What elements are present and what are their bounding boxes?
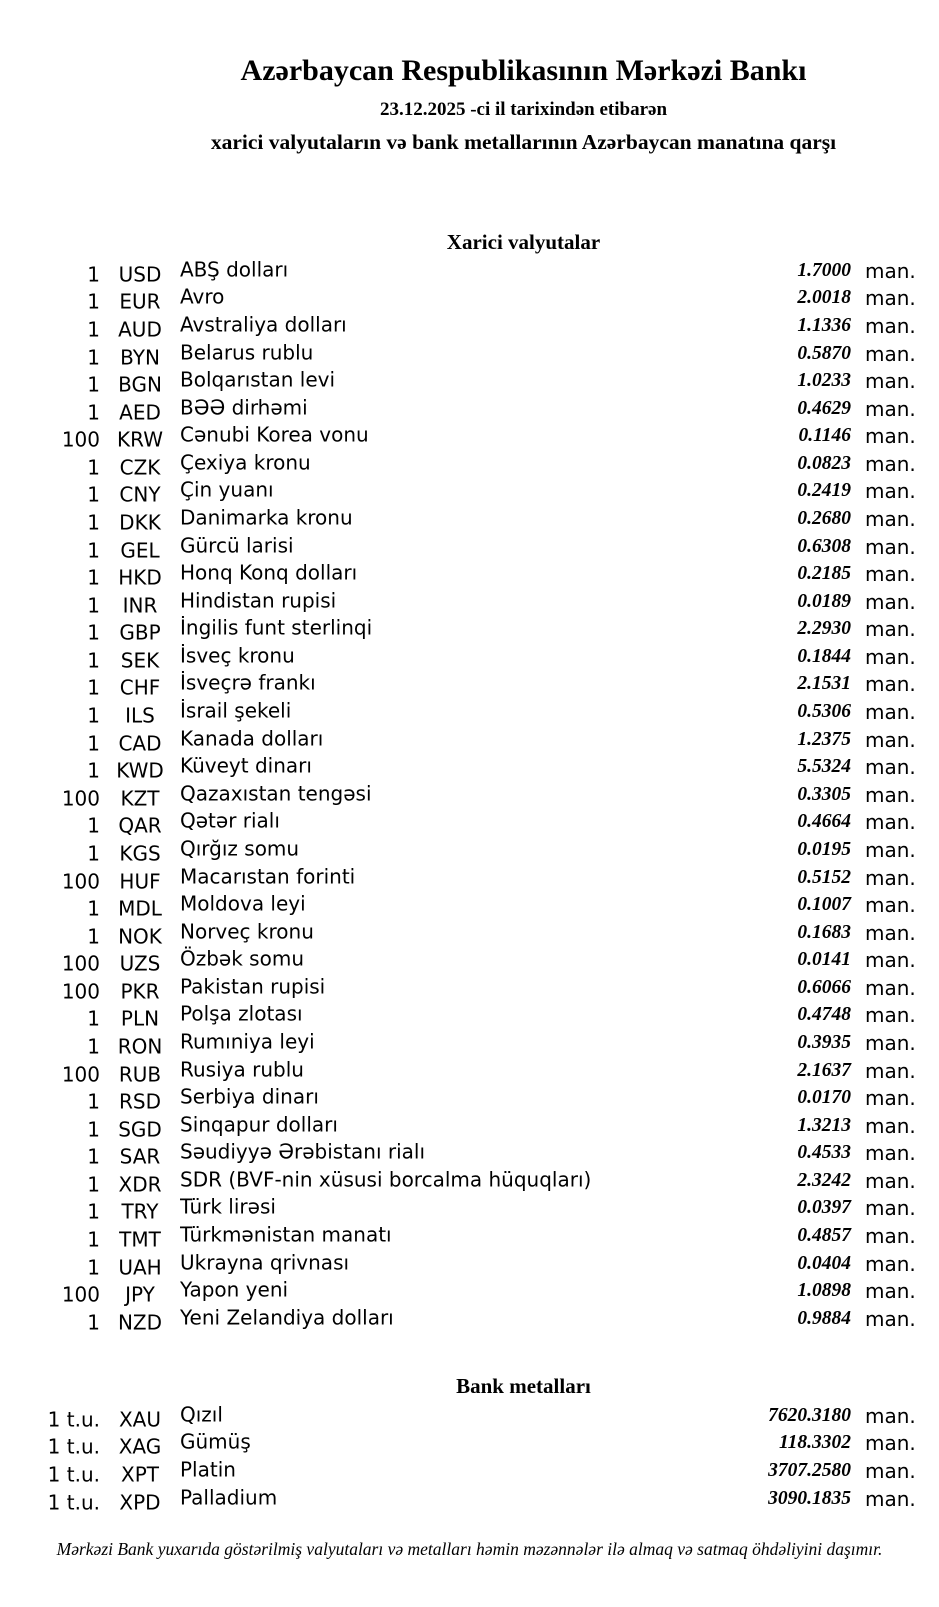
table-row bbox=[0, 727, 939, 755]
unit-label: man. bbox=[865, 341, 916, 366]
table-row bbox=[0, 368, 939, 396]
currency-code: KZT bbox=[120, 786, 160, 811]
currency-code: CAD bbox=[118, 731, 162, 756]
currency-code: KWD bbox=[116, 758, 164, 783]
currency-code: TRY bbox=[121, 1199, 159, 1224]
currency-code: XAU bbox=[118, 1407, 162, 1432]
rate-value: 0.9884 bbox=[797, 1307, 851, 1329]
unit-label: man. bbox=[865, 1251, 916, 1276]
unit-label: man. bbox=[865, 396, 916, 421]
currency-name: İsrail şekeli bbox=[180, 698, 292, 723]
unit-label: man. bbox=[865, 672, 916, 697]
currency-code: KRW bbox=[117, 427, 163, 452]
currency-code: SEK bbox=[120, 648, 160, 673]
table-row bbox=[0, 506, 939, 534]
quantity-value: 100 bbox=[61, 786, 100, 811]
unit-label: man. bbox=[865, 534, 916, 559]
quantity-value: 100 bbox=[61, 979, 100, 1004]
unit-label: man. bbox=[865, 1003, 916, 1028]
currency-code: PLN bbox=[120, 1006, 160, 1031]
currency-code: UZS bbox=[119, 951, 161, 976]
unit-label: man. bbox=[865, 1196, 916, 1221]
currency-name: İsveç kronu bbox=[180, 643, 295, 668]
rate-value: 0.4748 bbox=[797, 1004, 851, 1026]
unit-label: man. bbox=[865, 1486, 916, 1511]
unit-label: man. bbox=[865, 782, 916, 807]
currency-name: Gümüş bbox=[180, 1429, 251, 1454]
disclaimer-text: Mərkəzi Bank yuxarıda göstərilmiş valyutaları və metalları həmin məzənnələr ilə almaq və satmaq öhdəliyini daşımır. bbox=[56, 1539, 883, 1559]
quantity-value: 100 bbox=[61, 427, 100, 452]
currency-code: TMT bbox=[119, 1227, 161, 1252]
rate-value: 2.2930 bbox=[797, 618, 851, 640]
quantity-value: 1 bbox=[87, 1089, 100, 1114]
currency-name: Türkmənistan manatı bbox=[180, 1222, 392, 1247]
table-row bbox=[0, 810, 939, 838]
quantity-value: 1 t.u. bbox=[47, 1407, 100, 1432]
unit-label: man. bbox=[865, 286, 916, 311]
currency-name: Palladium bbox=[180, 1485, 278, 1510]
currency-name: Qırğız somu bbox=[180, 836, 300, 861]
section-title-currencies: Xarici valyutalar bbox=[446, 230, 601, 254]
quantity-value: 1 bbox=[87, 620, 100, 645]
currency-code: RSD bbox=[119, 1089, 161, 1114]
rate-value: 0.1007 bbox=[797, 894, 851, 916]
table-row bbox=[0, 1251, 939, 1279]
currency-name: İsveçrə frankı bbox=[180, 670, 316, 695]
rate-value: 2.3242 bbox=[797, 1169, 851, 1191]
currency-name: Gürcü larisi bbox=[180, 533, 294, 558]
quantity-value: 1 bbox=[87, 1227, 100, 1252]
rate-value: 3707.2580 bbox=[768, 1459, 851, 1481]
quantity-value: 1 bbox=[87, 648, 100, 673]
quantity-value: 100 bbox=[61, 869, 100, 893]
currency-code: AED bbox=[119, 400, 161, 425]
rate-value: 0.2185 bbox=[797, 563, 851, 585]
unit-label: man. bbox=[865, 1168, 916, 1193]
quantity-value: 1 bbox=[87, 1255, 100, 1280]
table-row bbox=[0, 341, 939, 369]
table-row bbox=[0, 1278, 939, 1306]
quantity-value: 100 bbox=[61, 1062, 100, 1087]
currency-name: Polşa zlotası bbox=[180, 1001, 303, 1026]
quantity-value: 1 bbox=[87, 400, 100, 425]
rate-value: 0.0141 bbox=[797, 949, 851, 971]
rate-value: 0.6308 bbox=[797, 535, 851, 557]
quantity-value: 1 bbox=[87, 1144, 100, 1169]
currency-code: CNY bbox=[119, 482, 161, 507]
rate-value: 118.3302 bbox=[778, 1432, 851, 1454]
unit-label: man. bbox=[865, 1224, 916, 1249]
currency-code: CZK bbox=[119, 455, 161, 480]
currency-code: HUF bbox=[119, 869, 161, 893]
currency-name: Cənubi Korea vonu bbox=[180, 422, 369, 447]
quantity-value: 1 bbox=[87, 1034, 100, 1059]
unit-label: man. bbox=[865, 810, 916, 835]
rate-value: 1.1336 bbox=[797, 314, 851, 336]
currency-code: SAR bbox=[119, 1144, 161, 1169]
currency-table bbox=[0, 258, 939, 1334]
currency-name: Rumıniya leyi bbox=[180, 1029, 315, 1054]
unit-label: man. bbox=[865, 589, 916, 614]
unit-label: man. bbox=[865, 700, 916, 725]
rate-value: 0.1683 bbox=[797, 921, 851, 943]
currency-code: XPT bbox=[121, 1462, 159, 1487]
table-row bbox=[0, 423, 939, 451]
currency-name: BƏƏ dirhəmi bbox=[180, 395, 308, 420]
rate-value: 2.1637 bbox=[797, 1059, 851, 1081]
quantity-value: 1 bbox=[87, 593, 100, 618]
currency-name: Yeni Zelandiya dolları bbox=[180, 1305, 394, 1330]
currency-name: Çin yuanı bbox=[180, 477, 274, 502]
unit-label: man. bbox=[865, 893, 916, 918]
unit-label: man. bbox=[865, 424, 916, 449]
currency-code: GBP bbox=[119, 620, 161, 645]
rate-value: 0.2680 bbox=[797, 507, 851, 529]
unit-label: man. bbox=[865, 755, 916, 780]
currency-code: EUR bbox=[119, 289, 161, 314]
unit-label: man. bbox=[865, 1306, 916, 1331]
rate-value: 0.3935 bbox=[797, 1031, 851, 1053]
unit-label: man. bbox=[865, 920, 916, 945]
unit-label: man. bbox=[865, 258, 916, 283]
rate-value: 1.3213 bbox=[797, 1114, 851, 1136]
currency-name: Danimarka kronu bbox=[180, 505, 353, 530]
table-row bbox=[0, 1141, 939, 1169]
unit-label: man. bbox=[865, 1086, 916, 1111]
table-row bbox=[0, 1306, 939, 1334]
table-row bbox=[0, 754, 939, 782]
quantity-value: 1 bbox=[87, 813, 100, 838]
table-row bbox=[0, 1030, 939, 1058]
rate-value: 0.0823 bbox=[797, 452, 851, 474]
rate-value: 2.1531 bbox=[797, 673, 851, 695]
currency-name: Kanada dolları bbox=[180, 726, 324, 751]
table-row bbox=[0, 1458, 939, 1486]
rate-value: 0.0404 bbox=[797, 1252, 851, 1274]
table-row bbox=[0, 1223, 939, 1251]
currency-code: AUD bbox=[118, 317, 162, 342]
rate-value: 0.4857 bbox=[797, 1225, 851, 1247]
quantity-value: 1 bbox=[87, 482, 100, 507]
currency-name: Moldova leyi bbox=[180, 891, 306, 916]
table-row bbox=[0, 258, 939, 286]
currency-code: RUB bbox=[118, 1062, 162, 1087]
rate-value: 0.4664 bbox=[797, 811, 851, 833]
currency-name: Sinqapur dolları bbox=[180, 1112, 338, 1137]
currency-name: Çexiya kronu bbox=[180, 450, 311, 475]
quantity-value: 1 bbox=[87, 455, 100, 480]
currency-code: GEL bbox=[120, 538, 160, 563]
currency-code: HKD bbox=[118, 565, 162, 590]
rate-value: 0.5306 bbox=[797, 701, 851, 723]
unit-label: man. bbox=[865, 1279, 916, 1304]
rate-value: 0.0195 bbox=[797, 838, 851, 860]
unit-label: man. bbox=[865, 1431, 916, 1456]
table-row bbox=[0, 865, 939, 893]
currency-code: DKK bbox=[119, 510, 161, 535]
table-row bbox=[0, 644, 939, 672]
rate-value: 0.6066 bbox=[797, 976, 851, 998]
page-subtitle: xarici valyutaların və bank metallarının Azərbaycan manatına qarşı bbox=[210, 130, 837, 154]
rate-value: 7620.3180 bbox=[768, 1404, 851, 1426]
currency-name: Səudiyyə Ərəbistanı rialı bbox=[180, 1139, 426, 1164]
table-row bbox=[0, 1486, 939, 1514]
rate-value: 0.1146 bbox=[798, 425, 851, 447]
quantity-value: 1 bbox=[87, 1006, 100, 1031]
rate-value: 0.1844 bbox=[797, 645, 851, 667]
currency-code: XDR bbox=[118, 1172, 162, 1197]
quantity-value: 1 bbox=[87, 345, 100, 370]
currency-name: Yapon yeni bbox=[180, 1277, 289, 1302]
rate-value: 0.4629 bbox=[797, 397, 851, 419]
table-row bbox=[0, 837, 939, 865]
rate-value: 0.5152 bbox=[797, 866, 851, 888]
quantity-value: 1 bbox=[87, 289, 100, 314]
currency-code: KGS bbox=[119, 841, 161, 866]
table-row bbox=[0, 782, 939, 810]
quantity-value: 1 bbox=[87, 1172, 100, 1197]
quantity-value: 1 bbox=[87, 510, 100, 535]
table-row bbox=[0, 892, 939, 920]
table-row bbox=[0, 920, 939, 948]
metals-table bbox=[0, 1403, 939, 1513]
table-row bbox=[0, 1003, 939, 1031]
quantity-value: 1 t.u. bbox=[47, 1490, 100, 1515]
unit-label: man. bbox=[865, 1058, 916, 1083]
currency-name: Türk lirəsi bbox=[180, 1194, 276, 1219]
currency-code: MDL bbox=[118, 896, 162, 921]
currency-code: RON bbox=[117, 1034, 163, 1059]
quantity-value: 1 t.u. bbox=[47, 1462, 100, 1487]
unit-label: man. bbox=[865, 617, 916, 642]
quantity-value: 1 bbox=[87, 924, 100, 949]
rate-value: 2.0018 bbox=[797, 287, 851, 309]
quantity-value: 1 bbox=[87, 1310, 100, 1335]
currency-code: XAG bbox=[118, 1434, 162, 1459]
unit-label: man. bbox=[865, 644, 916, 669]
rate-value: 0.0170 bbox=[797, 1087, 851, 1109]
unit-label: man. bbox=[865, 313, 916, 338]
currency-name: ABŞ dolları bbox=[180, 257, 289, 282]
currency-name: Ukrayna qrivnası bbox=[180, 1250, 350, 1275]
effective-date: 23.12.2025 -ci il tarixindən etibarən bbox=[379, 99, 668, 120]
table-row bbox=[0, 561, 939, 589]
currency-name: Pakistan rupisi bbox=[180, 974, 326, 999]
rate-value: 0.3305 bbox=[797, 783, 851, 805]
unit-label: man. bbox=[865, 562, 916, 587]
currency-name: Platin bbox=[180, 1457, 236, 1482]
quantity-value: 1 bbox=[87, 317, 100, 342]
currency-name: Macarıstan forinti bbox=[180, 864, 356, 888]
table-row bbox=[0, 1085, 939, 1113]
currency-name: Belarus rublu bbox=[180, 340, 314, 365]
table-row bbox=[0, 313, 939, 341]
currency-name: Qazaxıstan tengəsi bbox=[180, 781, 372, 806]
rate-value: 3090.1835 bbox=[768, 1487, 851, 1509]
table-row bbox=[0, 1403, 939, 1431]
table-row bbox=[0, 589, 939, 617]
unit-label: man. bbox=[865, 479, 916, 504]
currency-name: SDR (BVF-nin xüsusi borcalma hüquqları) bbox=[180, 1167, 592, 1192]
currency-code: BYN bbox=[120, 345, 160, 370]
currency-code: NZD bbox=[117, 1310, 163, 1335]
rate-value: 1.0233 bbox=[797, 370, 851, 392]
currency-code: JPY bbox=[125, 1282, 155, 1307]
currency-code: UAH bbox=[118, 1255, 162, 1280]
rate-value: 1.2375 bbox=[797, 728, 851, 750]
unit-label: man. bbox=[865, 451, 916, 476]
table-row bbox=[0, 1058, 939, 1086]
rate-value: 1.0898 bbox=[797, 1280, 851, 1302]
currency-code: CHF bbox=[119, 675, 161, 700]
table-row bbox=[0, 286, 939, 314]
rate-value: 5.5324 bbox=[797, 756, 851, 778]
table-row bbox=[0, 1196, 939, 1224]
table-row bbox=[0, 672, 939, 700]
table-row bbox=[0, 396, 939, 424]
quantity-value: 1 bbox=[87, 372, 100, 397]
unit-label: man. bbox=[865, 948, 916, 973]
unit-label: man. bbox=[865, 727, 916, 752]
quantity-value: 1 bbox=[87, 538, 100, 563]
currency-code: PKR bbox=[120, 979, 160, 1004]
rate-value: 1.7000 bbox=[797, 259, 851, 281]
unit-label: man. bbox=[865, 1403, 916, 1428]
quantity-value: 1 bbox=[87, 565, 100, 590]
unit-label: man. bbox=[865, 1458, 916, 1483]
currency-code: ILS bbox=[125, 703, 155, 728]
currency-name: Avro bbox=[180, 284, 225, 309]
quantity-value: 1 bbox=[87, 675, 100, 700]
currency-name: Bolqarıstan levi bbox=[180, 367, 336, 392]
table-row bbox=[0, 699, 939, 727]
currency-name: Özbək somu bbox=[180, 946, 304, 971]
currency-name: Avstraliya dolları bbox=[180, 312, 347, 337]
table-row bbox=[0, 479, 939, 507]
currency-code: BGN bbox=[118, 372, 162, 397]
table-row bbox=[0, 534, 939, 562]
unit-label: man. bbox=[865, 1030, 916, 1055]
currency-code: SGD bbox=[118, 1117, 162, 1142]
quantity-value: 1 bbox=[87, 758, 100, 783]
currency-name: Serbiya dinarı bbox=[180, 1084, 319, 1109]
currency-code: NOK bbox=[118, 924, 162, 949]
currency-name: İngilis funt sterlinqi bbox=[180, 615, 373, 640]
table-row bbox=[0, 1113, 939, 1141]
quantity-value: 1 bbox=[87, 1117, 100, 1142]
quantity-value: 1 bbox=[87, 1199, 100, 1224]
unit-label: man. bbox=[865, 865, 916, 890]
table-row bbox=[0, 451, 939, 479]
currency-name: Qızıl bbox=[180, 1402, 223, 1427]
table-row bbox=[0, 947, 939, 975]
currency-code: INR bbox=[122, 593, 158, 618]
rate-value: 0.0189 bbox=[797, 590, 851, 612]
table-row bbox=[0, 1431, 939, 1459]
table-row bbox=[0, 1168, 939, 1196]
currency-name: Hindistan rupisi bbox=[180, 588, 337, 613]
page-title: Azərbaycan Respublikasının Mərkəzi Bankı bbox=[240, 54, 807, 87]
rate-value: 0.5870 bbox=[797, 342, 851, 364]
quantity-value: 1 t.u. bbox=[47, 1434, 100, 1459]
currency-name: Honq Konq dolları bbox=[180, 560, 358, 585]
rate-value: 0.4533 bbox=[797, 1142, 851, 1164]
table-row bbox=[0, 975, 939, 1003]
currency-name: Küveyt dinarı bbox=[180, 753, 312, 778]
unit-label: man. bbox=[865, 1141, 916, 1166]
quantity-value: 1 bbox=[87, 841, 100, 866]
unit-label: man. bbox=[865, 1113, 916, 1138]
quantity-value: 100 bbox=[61, 951, 100, 976]
quantity-value: 1 bbox=[87, 262, 100, 287]
currency-code: USD bbox=[118, 262, 162, 287]
table-row bbox=[0, 617, 939, 645]
currency-name: Qətər rialı bbox=[180, 808, 280, 833]
unit-label: man. bbox=[865, 837, 916, 862]
unit-label: man. bbox=[865, 975, 916, 1000]
currency-code: QAR bbox=[118, 813, 162, 838]
unit-label: man. bbox=[865, 369, 916, 394]
rate-value: 0.0397 bbox=[797, 1197, 851, 1219]
quantity-value: 1 bbox=[87, 731, 100, 756]
currency-code: XPD bbox=[119, 1490, 161, 1515]
currency-name: Rusiya rublu bbox=[180, 1057, 304, 1082]
rate-value: 0.2419 bbox=[797, 480, 851, 502]
section-title-metals: Bank metalları bbox=[456, 1374, 591, 1398]
currency-name: Norveç kronu bbox=[180, 919, 314, 944]
unit-label: man. bbox=[865, 506, 916, 531]
quantity-value: 1 bbox=[87, 703, 100, 728]
quantity-value: 100 bbox=[61, 1282, 100, 1307]
quantity-value: 1 bbox=[87, 896, 100, 921]
